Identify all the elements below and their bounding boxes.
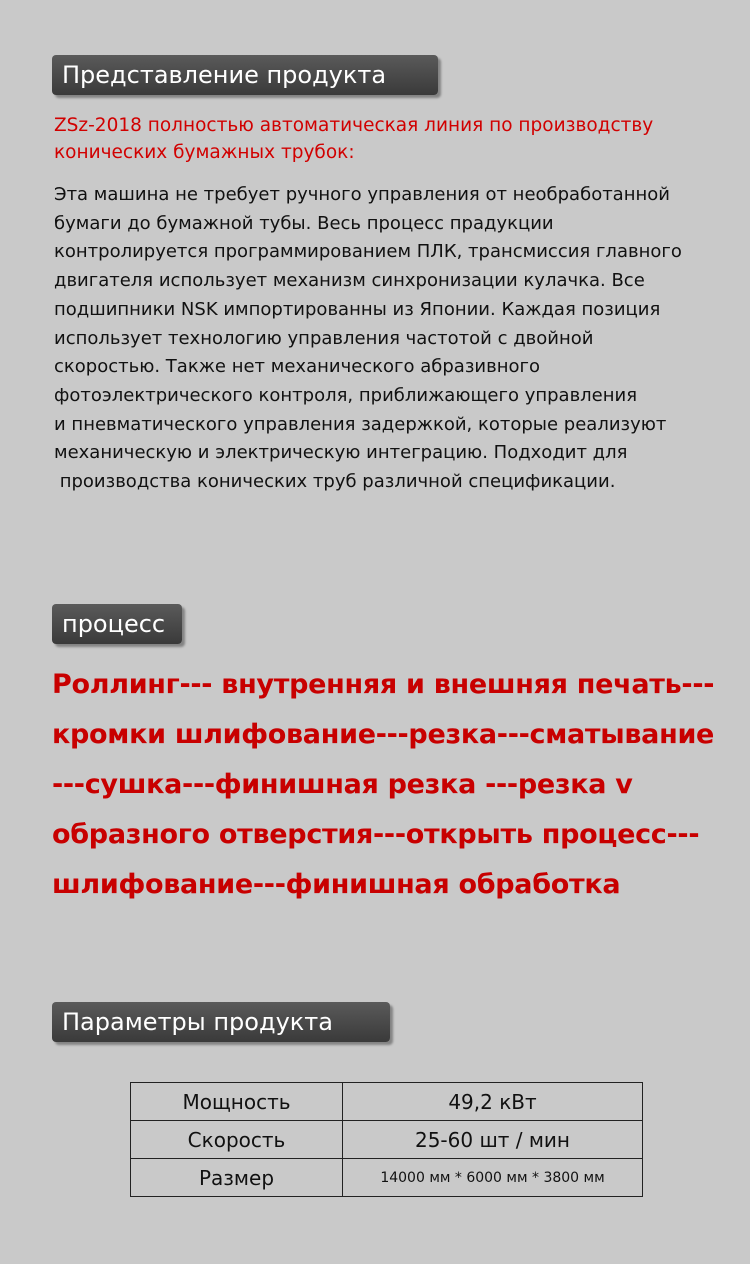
param-label-speed: Скорость <box>131 1121 343 1159</box>
section-heading-product-intro: Представление продукта <box>52 55 438 95</box>
intro-line: фотоэлектрического контроля, приближающего управления <box>54 384 638 406</box>
param-label-size: Размер <box>131 1159 343 1197</box>
intro-line: скоростью. Также нет механического абразивного <box>54 356 540 378</box>
process-steps-text <box>52 660 742 910</box>
intro-line: Эта машина не требует ручного управления от необработанной <box>54 184 670 205</box>
section-heading-process: процесс <box>52 604 182 644</box>
intro-line: двигателя использует механизм синхронизации кулачка. Все <box>54 270 645 292</box>
table-row <box>131 1121 643 1159</box>
param-value-size: 14000 мм * 6000 мм * 3800 мм <box>343 1159 643 1197</box>
param-value-speed: 25-60 шт / мин <box>343 1121 643 1159</box>
intro-subtitle: ZSz-2018 полностью автоматическая линия по производству конических бумажных трубок: <box>54 115 654 163</box>
table-row <box>131 1159 643 1197</box>
param-label-power: Мощность <box>131 1083 343 1121</box>
intro-line: производства конических труб различной спецификации. <box>54 471 616 493</box>
intro-line: использует технологию управления частотой с двойной <box>54 327 594 349</box>
intro-line: контролируется программированием ПЛК, трансмиссия главного <box>54 241 682 263</box>
intro-line: механическую и электрическую интеграцию. Подходит для <box>54 442 628 464</box>
intro-body-text <box>54 181 734 497</box>
process-line: образного отверстия---открыть процесс--- <box>52 819 700 850</box>
section-heading-product-params: Параметры продукта <box>52 1002 390 1042</box>
param-value-power: 49,2 кВт <box>343 1083 643 1121</box>
process-line: кромки шлифование---резка---сматывание <box>52 719 715 750</box>
intro-line: подшипники NSK импортированны из Японии. Каждая позиция <box>54 298 661 320</box>
intro-line: и пневматического управления задержкой, которые реализуют <box>54 413 667 435</box>
process-line: ---сушка---финишная резка ---резка v <box>52 769 633 800</box>
intro-line: бумаги до бумажной тубы. Весь процесс прадукции <box>54 212 554 234</box>
process-line: Роллинг--- внутренняя и внешняя печать--- <box>52 669 715 700</box>
table-row <box>131 1083 643 1121</box>
process-line: шлифование---финишная обработка <box>52 869 621 900</box>
params-table <box>130 1082 643 1197</box>
